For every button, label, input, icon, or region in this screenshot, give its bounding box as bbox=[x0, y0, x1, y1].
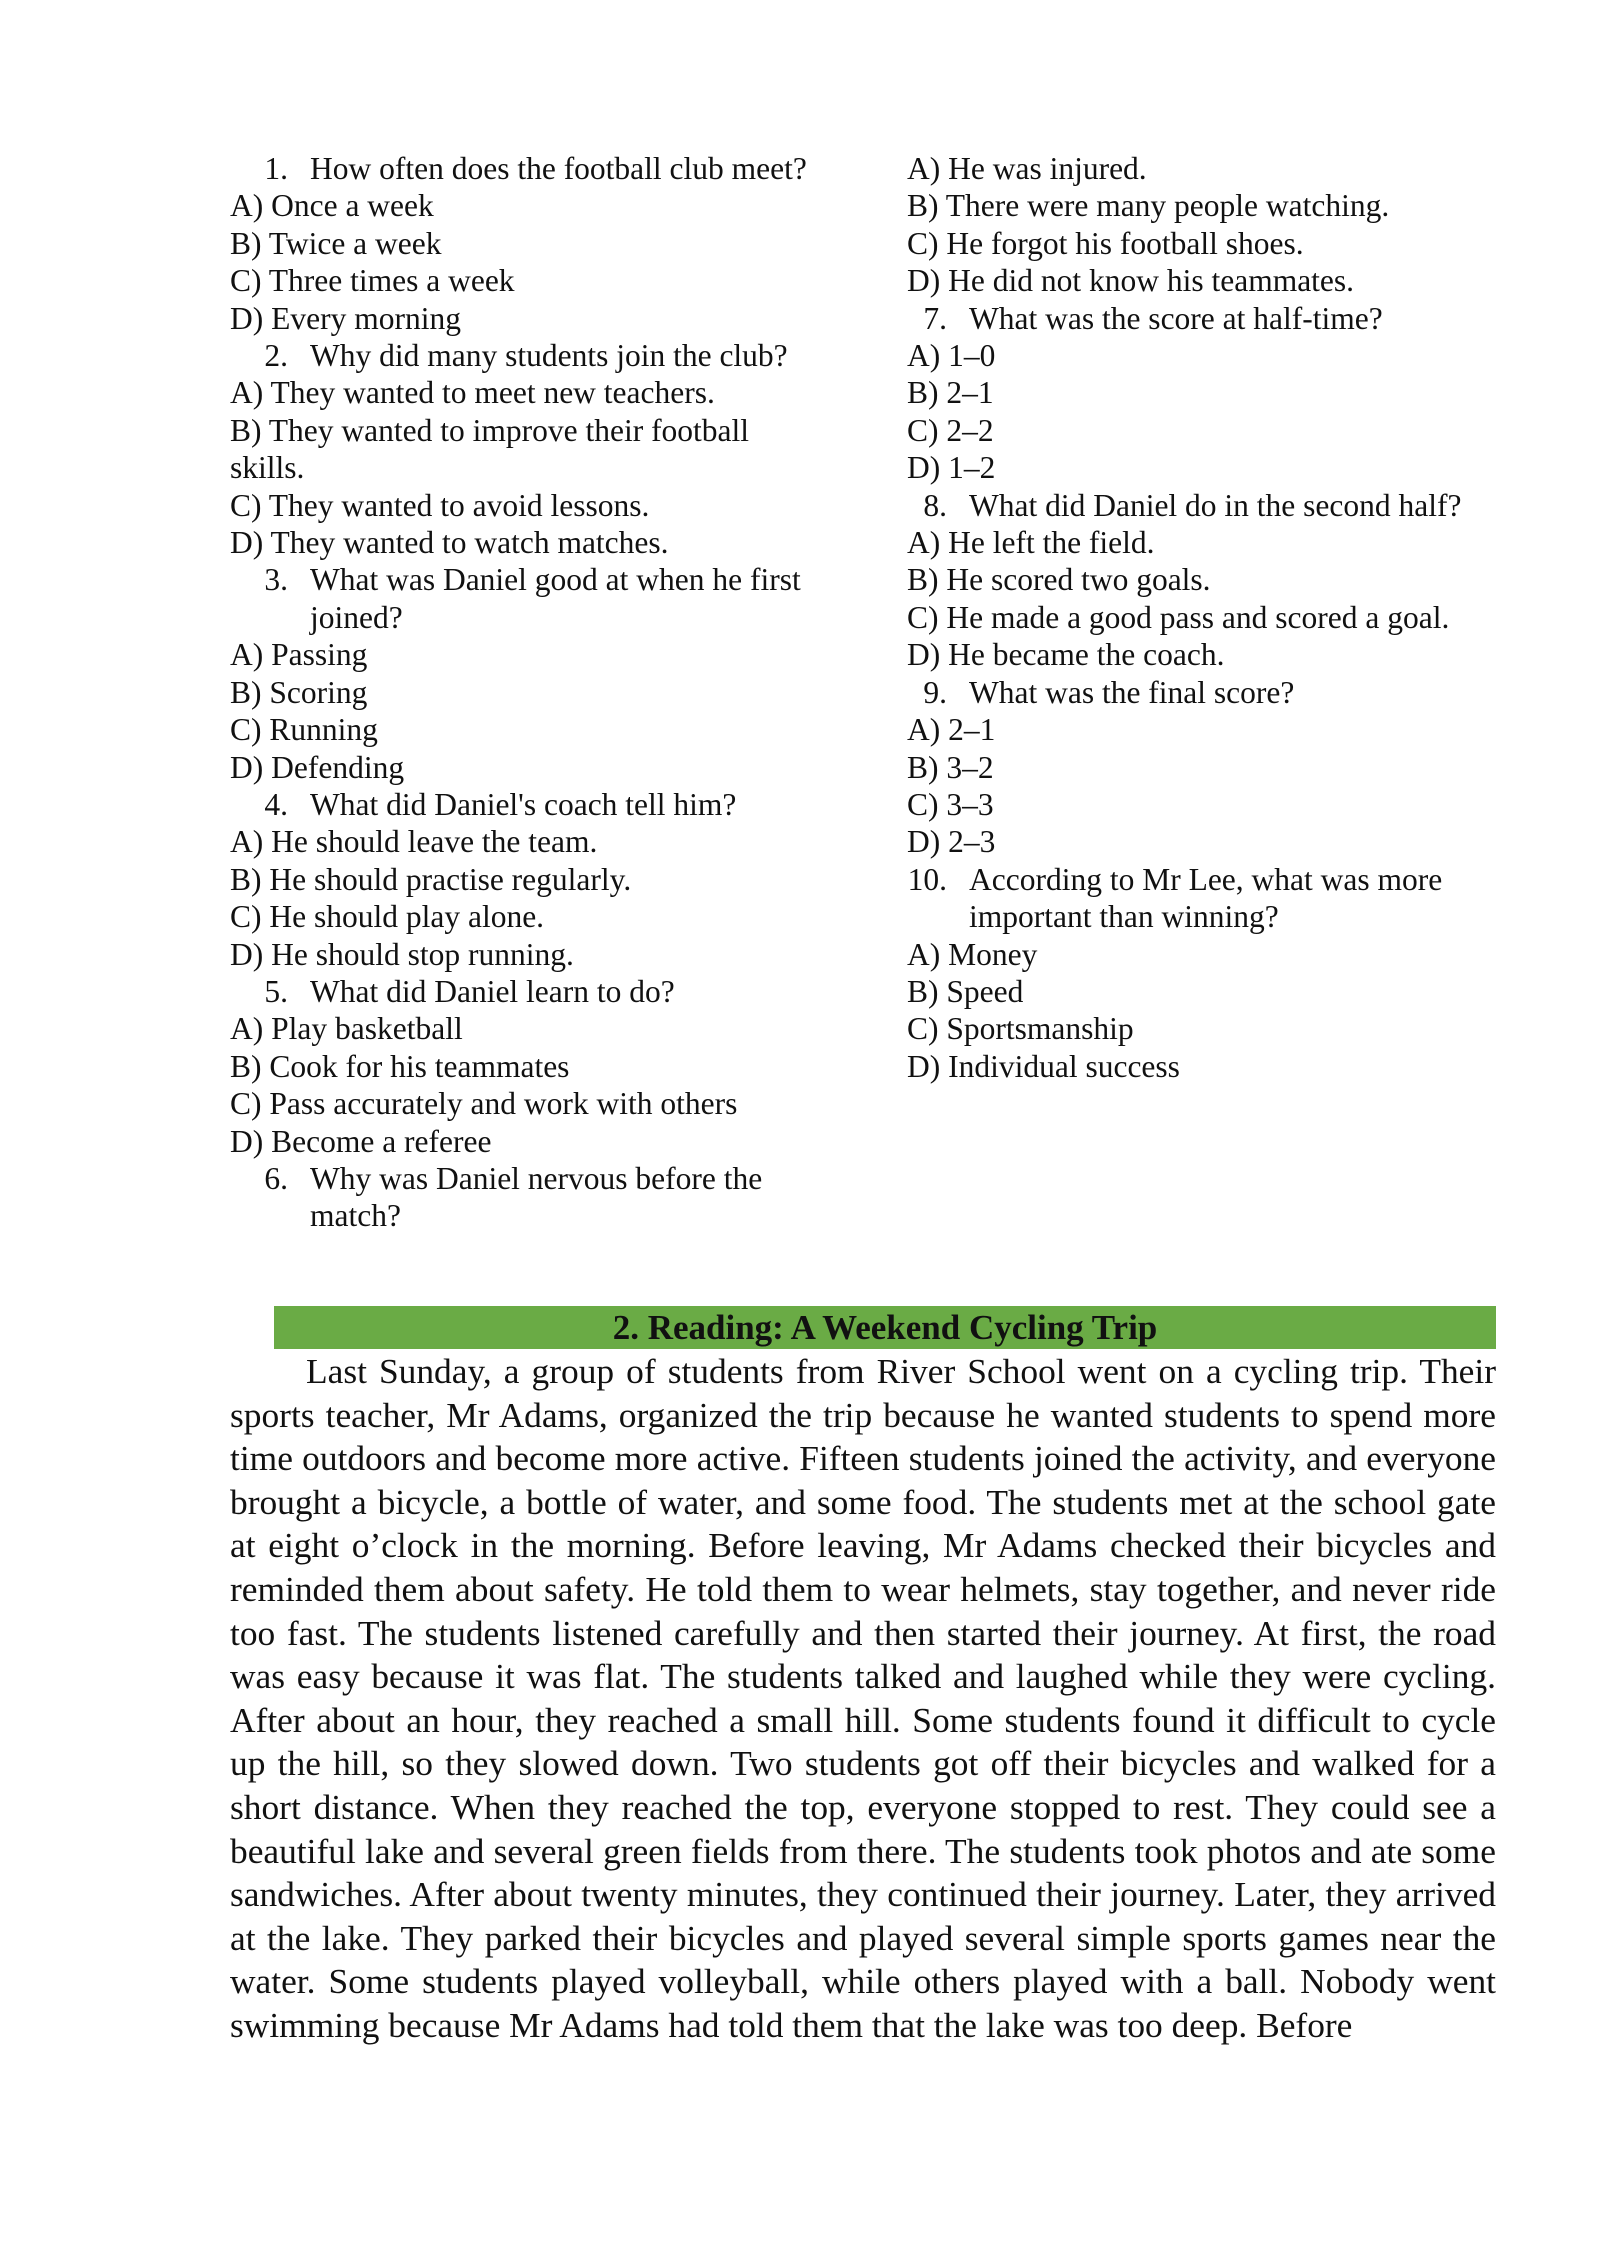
question-text: What was the final score? bbox=[969, 674, 1295, 710]
question-3 bbox=[236, 561, 810, 636]
question-number: 4. bbox=[264, 786, 288, 822]
option: B) He should practise regularly. bbox=[230, 861, 632, 897]
option: B) 2–1 bbox=[907, 375, 994, 411]
option: C) Pass accurately and work with others bbox=[230, 1086, 738, 1122]
question-1 bbox=[236, 150, 810, 187]
question-9 bbox=[895, 674, 1507, 711]
question-number: 7. bbox=[923, 300, 947, 336]
question-number: 1. bbox=[264, 151, 288, 186]
question-text: Why was Daniel nervous before the match? bbox=[310, 1160, 763, 1234]
question-number: 6. bbox=[264, 1160, 288, 1196]
option: A) He left the field. bbox=[907, 525, 1155, 561]
option: A) 2–1 bbox=[907, 712, 996, 748]
option: B) Scoring bbox=[230, 674, 368, 710]
option: A) Passing bbox=[230, 637, 368, 673]
option: A) Money bbox=[907, 936, 1038, 972]
question-number: 9. bbox=[923, 674, 947, 710]
option: D) Defending bbox=[230, 749, 405, 785]
question-10 bbox=[895, 861, 1507, 936]
option: C) Three times a week bbox=[230, 263, 515, 299]
option: D) Become a referee bbox=[230, 1123, 492, 1159]
question-text: What did Daniel learn to do? bbox=[310, 973, 675, 1009]
option: D) He should stop running. bbox=[230, 936, 574, 972]
question-number: 8. bbox=[923, 487, 947, 523]
option: D) Every morning bbox=[230, 300, 461, 336]
option: B) There were many people watching. bbox=[907, 188, 1390, 224]
question-2 bbox=[236, 337, 810, 374]
option: C) 3–3 bbox=[907, 786, 994, 822]
questions-column-right bbox=[907, 150, 1507, 1085]
option: D) Individual success bbox=[907, 1048, 1180, 1084]
option: C) He made a good pass and scored a goal. bbox=[907, 599, 1450, 635]
question-number: 2. bbox=[264, 338, 288, 374]
question-4 bbox=[236, 786, 810, 823]
option: A) He was injured. bbox=[907, 151, 1147, 186]
option: C) He forgot his football shoes. bbox=[907, 225, 1304, 261]
option: B) They wanted to improve their football skills. bbox=[230, 412, 750, 486]
question-text: How often does the football club meet? bbox=[310, 151, 807, 186]
question-text: What did Daniel do in the second half? bbox=[969, 487, 1462, 523]
option: D) 2–3 bbox=[907, 824, 996, 860]
option: A) Once a week bbox=[230, 188, 434, 224]
option: C) 2–2 bbox=[907, 412, 994, 448]
question-text: What was Daniel good at when he first joined? bbox=[310, 562, 801, 635]
question-text: What did Daniel's coach tell him? bbox=[310, 786, 737, 822]
option: A) Play basketball bbox=[230, 1011, 463, 1047]
question-text: According to Mr Lee, what was more important than winning? bbox=[969, 861, 1443, 935]
option: C) He should play alone. bbox=[230, 899, 545, 935]
option: C) Sportsmanship bbox=[907, 1011, 1134, 1047]
section-heading: 2. Reading: A Weekend Cycling Trip bbox=[274, 1306, 1496, 1349]
question-number: 10. bbox=[907, 861, 947, 897]
question-text: What was the score at half-time? bbox=[969, 300, 1383, 336]
option: B) He scored two goals. bbox=[907, 562, 1211, 598]
option: B) 3–2 bbox=[907, 749, 994, 785]
option: D) He became the coach. bbox=[907, 637, 1225, 673]
option: D) 1–2 bbox=[907, 450, 996, 486]
option: C) Running bbox=[230, 712, 378, 748]
reading-passage: Last Sunday, a group of students from River School went on a cycling trip. Their sports teacher, Mr Adams, organized the trip because he wanted students to spend more time outdoors and become more active. Fifteen students joined the activity, and everyone brought a bicycle, a bottle of water, and some food. The students met at the school gate at eight o’clock in the morning. Before leaving, Mr Adams checked their bicycles and reminded them about safety. He told them to wear helmets, stay together, and never ride too fast. The students listened carefully and then started their journey. At first, the road was easy because it was flat. The students talked and laughed while they were cycling. After about an hour, they reached a small hill. Some students found it difficult to cycle up the hill, so they slowed down. Two students got off their bicycles and walked for a short distance. When they reached the top, everyone stopped to rest. They could see a beautiful lake and several green fields from there. The students took photos and ate some sandwiches. After about twenty minutes, they continued their journey. Later, they arrived at the lake. They parked their bicycles and played several simple sports games near the water. Some students played volleyball, while others played with a ball. Nobody went swimming because Mr Adams had told them that the lake was too deep. Before bbox=[230, 1351, 1496, 2045]
option: A) 1–0 bbox=[907, 338, 996, 374]
option: B) Cook for his teammates bbox=[230, 1048, 570, 1084]
option: A) They wanted to meet new teachers. bbox=[230, 375, 715, 411]
question-8 bbox=[895, 487, 1507, 524]
option: D) They wanted to watch matches. bbox=[230, 525, 669, 561]
option: B) Speed bbox=[907, 973, 1024, 1009]
option: D) He did not know his teammates. bbox=[907, 263, 1355, 299]
question-number: 5. bbox=[264, 973, 288, 1009]
question-number: 3. bbox=[264, 562, 288, 598]
questions-column-left bbox=[230, 150, 810, 1235]
question-5 bbox=[236, 973, 810, 1010]
option: B) Twice a week bbox=[230, 225, 442, 261]
question-text: Why did many students join the club? bbox=[310, 338, 788, 374]
question-6 bbox=[236, 1160, 810, 1235]
option: A) He should leave the team. bbox=[230, 824, 598, 860]
option: C) They wanted to avoid lessons. bbox=[230, 487, 650, 523]
question-7 bbox=[895, 300, 1507, 337]
